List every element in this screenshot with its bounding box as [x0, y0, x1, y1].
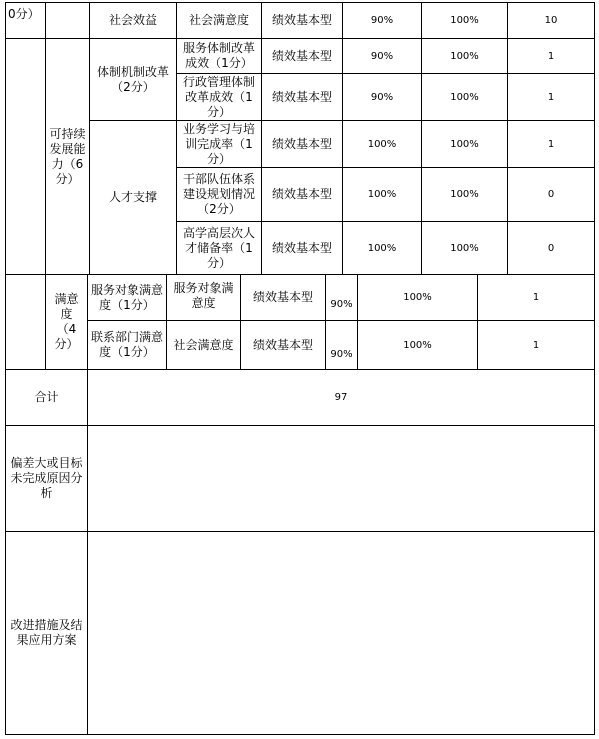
- sat-row-2-type: 绩效基本型: [252, 337, 313, 352]
- row-talent-3-target: 100%: [367, 242, 397, 254]
- row-reform-1-target: 90%: [370, 50, 394, 62]
- sat-row-2-l3: 社会满意度: [173, 337, 234, 352]
- row-talent-2-actual: 100%: [450, 189, 479, 200]
- satisfaction-group-label: 满意度（4分）: [54, 292, 79, 351]
- row-talent-3-l3: 高学高层次人才储备率（1分）: [182, 225, 255, 270]
- improvement-label: 改进措施及结果应用方案: [10, 618, 83, 647]
- improvement-value: [88, 532, 594, 734]
- row-reform-1-score: 1: [547, 50, 555, 62]
- row-social-benefit-target: 90%: [370, 15, 394, 26]
- sustain-group-label: 可持续发展能力（6分）: [49, 126, 86, 186]
- sat-row-1-score: 1: [532, 292, 540, 303]
- row-social-benefit-score: 10: [544, 15, 558, 26]
- row-social-benefit-actual: 100%: [450, 15, 479, 26]
- row-talent-3-type: 绩效基本型: [271, 240, 332, 255]
- total-label: 合计: [34, 390, 59, 404]
- sat-row-2-score: 1: [532, 339, 540, 351]
- row-reform-2-type: 绩效基本型: [271, 89, 332, 104]
- row-talent-2-score: 0: [547, 189, 555, 200]
- row-reform-1-l3: 服务体制改革成效（1分）: [182, 41, 255, 70]
- row-reform-2-target: 90%: [370, 91, 394, 103]
- row-talent-1-target: 100%: [367, 138, 397, 150]
- row-reform-2-l3: 行政管理体制改革成效（1分）: [182, 74, 255, 119]
- sat-row-1-l2: 服务对象满意度（1分）: [90, 282, 163, 312]
- row-social-benefit-l2: 社会效益: [108, 13, 157, 27]
- sat-row-2-l2: 联系部门满意度（1分）: [90, 330, 163, 359]
- row-talent-3-actual: 100%: [450, 242, 479, 254]
- sat-row-1-actual: 100%: [403, 292, 432, 303]
- total-value: 97: [334, 392, 348, 403]
- sat-row-1-type: 绩效基本型: [252, 290, 313, 304]
- row-talent-2-type: 绩效基本型: [271, 187, 332, 201]
- row-reform-1-actual: 100%: [450, 50, 479, 62]
- sub-reform-label: 体制机制改革（2分）: [96, 64, 169, 94]
- sat-row-1-l3: 服务对象满意度: [173, 281, 234, 310]
- row-talent-1-score: 1: [547, 138, 555, 150]
- partial-score-label: 0分）: [8, 7, 40, 21]
- row-reform-1-type: 绩效基本型: [271, 48, 332, 63]
- row-talent-3-score: 0: [547, 242, 555, 254]
- row-social-benefit-l3: 社会满意度: [188, 13, 249, 27]
- row-talent-1-actual: 100%: [450, 138, 479, 150]
- row-reform-2-score: 1: [547, 91, 555, 103]
- sat-row-1-target: 90%: [330, 299, 353, 310]
- sat-row-2-actual: 100%: [403, 339, 432, 351]
- deviation-label: 偏差大或目标未完成原因分析: [10, 456, 83, 500]
- row-talent-2-l3: 干部队伍体系建设规划情况（2分）: [182, 172, 255, 216]
- sat-row-2-target: 90%: [330, 348, 353, 360]
- sub-talent-label: 人才支撑: [108, 190, 157, 204]
- row-reform-2-actual: 100%: [450, 91, 479, 103]
- row-talent-2-target: 100%: [367, 189, 397, 200]
- row-talent-1-type: 绩效基本型: [271, 136, 332, 151]
- row-talent-1-l3: 业务学习与培训完成率（1分）: [182, 121, 255, 166]
- row-social-benefit-type: 绩效基本型: [271, 13, 332, 27]
- deviation-value: [88, 426, 594, 531]
